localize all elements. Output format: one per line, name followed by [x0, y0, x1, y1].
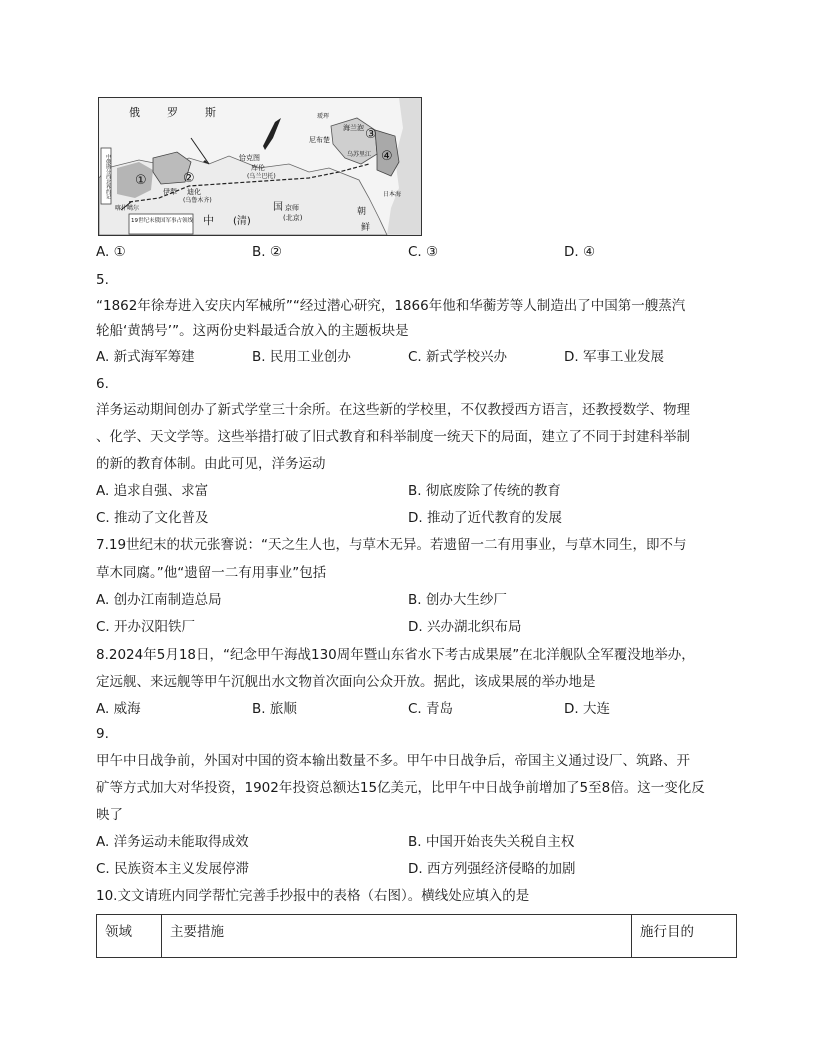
q8-option-a[interactable]: A. 威海: [96, 701, 141, 717]
q6-option-d[interactable]: D. 推动了近代教育的发展: [408, 510, 562, 526]
historical-map: [98, 97, 422, 236]
q6-stem-line-3: 的新的教育体制。由此可见，洋务运动: [96, 456, 326, 472]
q8-option-c[interactable]: C. 青岛: [408, 701, 454, 717]
map-area-3: ③: [365, 127, 377, 142]
q7-option-a[interactable]: A. 创办江南制造总局: [96, 592, 222, 608]
q6-stem-line-2: 、化学、天文学等。这些举措打破了旧式教育和科举制度一统天下的局面，建立了不同于封建科举制: [96, 429, 690, 445]
map-label-japan-sea: 日本海: [383, 191, 402, 198]
map-label-guo: 国: [273, 202, 283, 213]
q7-option-d[interactable]: D. 兴办湖北织布局: [408, 619, 522, 635]
map-label-wusuli: 乌苏里江: [347, 151, 372, 158]
map-label-aigun: 瑷珲: [317, 113, 330, 120]
table-header-field: 领域: [97, 915, 162, 958]
q6-option-a[interactable]: A. 追求自强、求富: [96, 483, 209, 499]
q10-table: [96, 914, 737, 958]
q9-option-d[interactable]: D. 西方列强经济侵略的加剧: [408, 861, 576, 877]
map-label-nerchinsk: 尼布楚: [309, 136, 330, 144]
table-header-measures: 主要措施: [162, 915, 632, 958]
q5-option-b[interactable]: B. 民用工业创办: [252, 349, 351, 365]
q4-option-a[interactable]: A. ①: [96, 244, 126, 260]
q8-option-d[interactable]: D. 大连: [564, 701, 610, 717]
q10-stem: 10.文文请班内同学帮忙完善手抄报中的表格（右图）。横线处应填入的是: [96, 888, 530, 904]
table-header-purpose: 施行目的: [632, 915, 737, 958]
q9-number: 9.: [96, 726, 109, 742]
map-label-kashgar: 喀什噶尔: [115, 205, 140, 212]
map-area-1: ①: [135, 173, 147, 188]
map-label-chao: 朝: [357, 207, 367, 217]
q5-option-c[interactable]: C. 新式学校兴办: [408, 349, 508, 365]
q7-stem-line-1: 7.19世纪末的状元张謇说：“天之生人也，与草木无异。若遗留一二有用事业，与草木同生，即不与: [96, 537, 687, 553]
q5-option-d[interactable]: D. 军事工业发展: [564, 349, 664, 365]
map-label-russia-3: 斯: [205, 106, 216, 119]
q5-stem-line-1: “1862年徐寿进入安庆内军械所”“经过潜心研究，1866年他和华蘅芳等人制造出了中国第一艘蒸汽: [96, 298, 686, 314]
map-label-dihua-sub: (乌鲁木齐): [183, 197, 212, 204]
q4-option-c[interactable]: C. ③: [408, 244, 439, 260]
q5-stem-line-2: 轮船‘黄鹄号’”。这两份史料最适合放入的主题板块是: [96, 323, 409, 339]
map-label-russia-2: 罗: [167, 106, 178, 119]
q8-stem-line-2: 定远舰、来远舰等甲午沉舰出水文物首次面向公众开放。据此，该成果展的举办地是: [96, 674, 596, 690]
q7-option-b[interactable]: B. 创办大生纱厂: [408, 592, 507, 608]
q8-stem-line-1: 8.2024年5月18日，“纪念甲午海战130周年暨山东省水下考古成果展”在北洋舰队全军覆没地举办，: [96, 647, 695, 663]
q4-option-d[interactable]: D. ④: [564, 244, 596, 260]
q9-option-b[interactable]: B. 中国开始丧失关税自主权: [408, 834, 575, 850]
q4-option-b[interactable]: B. ②: [252, 244, 282, 260]
map-label-xian: 鲜: [361, 223, 371, 233]
q9-option-c[interactable]: C. 民族资本主义发展停滞: [96, 861, 250, 877]
map-label-beijing: (北京): [283, 214, 303, 222]
map-label-zhong: 中: [203, 214, 214, 227]
map-boundary-label: 中俄勘分西北界约记: [105, 154, 111, 199]
map-label-kulun: 库伦: [251, 164, 265, 172]
q7-stem-line-2: 草木同腐。”他“遗留一二有用事业”包括: [96, 565, 327, 581]
table-header-row: [97, 915, 737, 958]
q6-number: 6.: [96, 376, 109, 392]
q8-option-b[interactable]: B. 旅顺: [252, 701, 297, 717]
map-label-qing: (清): [233, 216, 251, 227]
map-label-russia-1: 俄: [129, 106, 140, 119]
map-legend-text: 19世纪末俄国军事占领线: [131, 218, 193, 224]
q5-number: 5.: [96, 272, 109, 288]
q9-stem-line-3: 映了: [96, 807, 123, 823]
q7-option-c[interactable]: C. 开办汉阳铁厂: [96, 619, 196, 635]
map-label-jingshi: 京师: [285, 204, 299, 212]
map-label-ili: 伊犁: [163, 188, 177, 196]
q9-option-a[interactable]: A. 洋务运动未能取得成效: [96, 834, 249, 850]
map-area-4: ④: [381, 149, 393, 164]
map-label-kyakhta: 恰克图: [239, 154, 260, 162]
q9-stem-line-1: 甲午中日战争前，外国对中国的资本输出数量不多。甲午中日战争后，帝国主义通过设厂、筑路、开: [96, 753, 690, 769]
map-label-dihua: 迪化: [187, 188, 201, 196]
q6-option-c[interactable]: C. 推动了文化普及: [96, 510, 209, 526]
map-label-haishenwai: 海兰泡: [343, 124, 364, 132]
map-label-kulun-sub: (乌兰巴托): [247, 173, 276, 180]
q5-option-a[interactable]: A. 新式海军筹建: [96, 349, 195, 365]
map-area-2: ②: [183, 171, 195, 186]
q6-stem-line-1: 洋务运动期间创办了新式学堂三十余所。在这些新的学校里，不仅教授西方语言，还教授数学、物理: [96, 402, 690, 418]
q9-stem-line-2: 矿等方式加大对华投资，1902年投资总额达15亿美元，比甲午中日战争前增加了5至8倍。这一变化反: [96, 780, 705, 796]
q6-option-b[interactable]: B. 彻底废除了传统的教育: [408, 483, 561, 499]
